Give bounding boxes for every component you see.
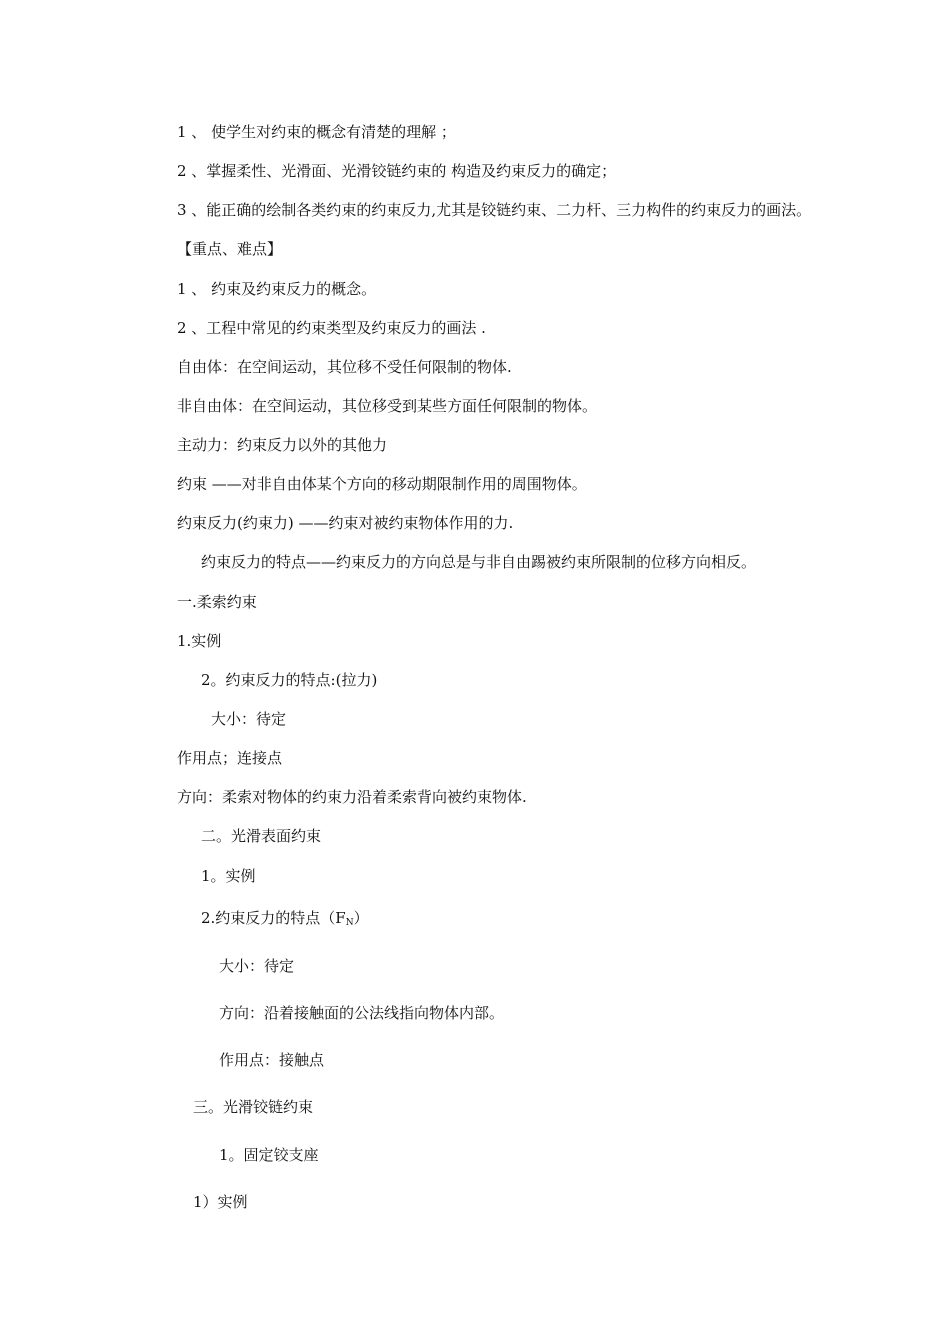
section2-feature	[201, 908, 369, 933]
definition-constraint: 约束 ——对非自由体某个方向的移动期限制作用的周围物体。	[177, 475, 587, 493]
section2-example: 1。实例	[201, 867, 256, 885]
section3-example: 1）实例	[193, 1193, 248, 1211]
section1-feature: 2。约束反力的特点:(拉力)	[201, 671, 378, 689]
key-point-1: 1 、 约束及约束反力的概念。	[177, 280, 377, 298]
definition-non-free-body: 非自由体：在空间运动，其位移受到某些方面任何限制的物体。	[177, 397, 598, 415]
section2-magnitude: 大小：待定	[219, 957, 295, 975]
section2-point: 作用点：接触点	[219, 1051, 325, 1069]
definition-free-body: 自由体：在空间运动，其位移不受任何限制的物体.	[177, 358, 512, 376]
objective-1: 1 、 使学生对约束的概念有清楚的理解 ；	[177, 123, 456, 141]
key-point-2: 2 、工程中常见的约束类型及约束反力的画法 .	[177, 319, 486, 337]
section3-title: 三。光滑铰链约束	[193, 1098, 314, 1116]
section1-title: 一.柔索约束	[177, 593, 257, 611]
section1-example: 1.实例	[177, 632, 222, 650]
section1-direction: 方向：柔索对物体的约束力沿着柔索背向被约束物体.	[177, 788, 527, 806]
definition-constraint-force: 约束反力(约束力) ——约束对被约束物体作用的力.	[177, 514, 514, 532]
section3-fixed-hinge: 1。固定铰支座	[219, 1146, 319, 1164]
objective-3: 3 、能正确的绘制各类约束的约束反力,尤其是铰链约束、二力杆、三力构件的约束反力的画法。	[177, 201, 812, 219]
key-points-heading: 【重点、难点】	[177, 240, 283, 258]
section2-direction: 方向：沿着接触面的公法线指向物体内部。	[219, 1004, 505, 1022]
section1-point: 作用点；连接点	[177, 749, 283, 767]
constraint-force-feature: 约束反力的特点——约束反力的方向总是与非自由踢被约束所限制的位移方向相反。	[201, 553, 757, 571]
section1-magnitude: 大小：待定	[211, 710, 287, 728]
definition-active-force: 主动力：约束反力以外的其他力	[177, 436, 388, 454]
section2-feature-close: ）	[353, 909, 369, 927]
objective-2: 2 、掌握柔性、光滑面、光滑铰链约束的 构造及约束反力的确定；	[177, 162, 617, 180]
section2-title: 二。光滑表面约束	[201, 827, 322, 845]
normal-force-subscript: N	[345, 918, 354, 928]
section2-feature-text: 2.约束反力的特点（F	[201, 909, 346, 927]
